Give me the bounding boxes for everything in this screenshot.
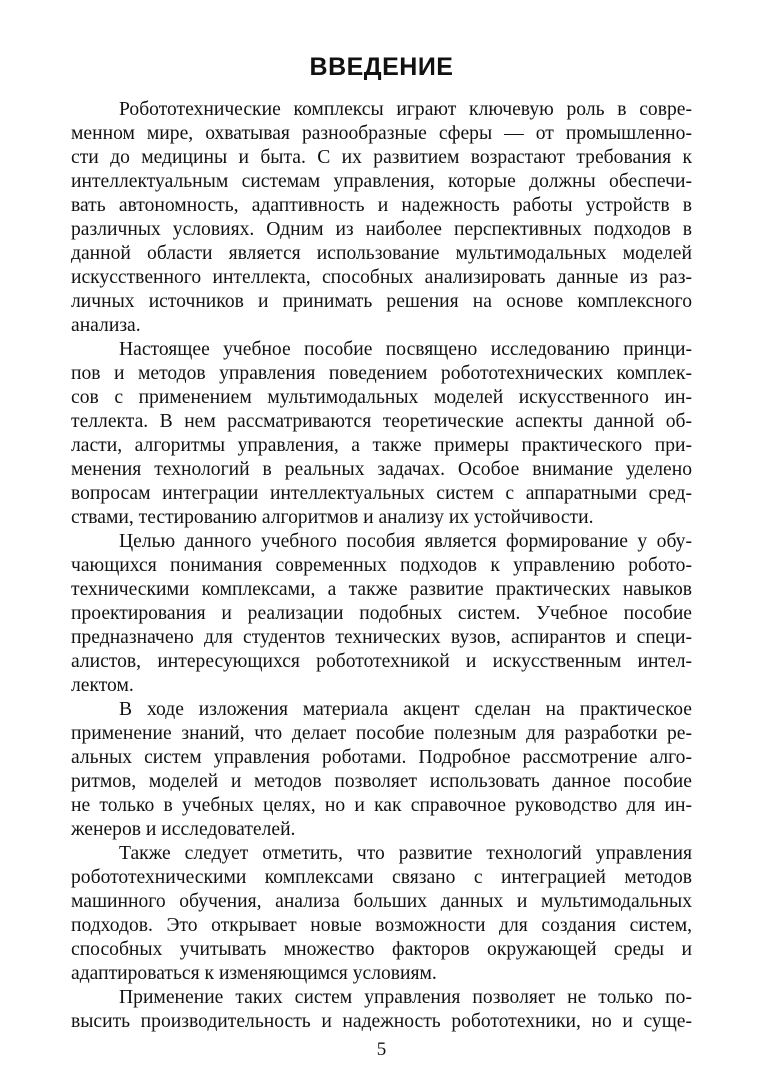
paragraph-line: данной области является использование мультимодальных моделей xyxy=(71,243,692,264)
paragraph-line: алистов, интересующихся робототехникой и искусственным интел- xyxy=(71,651,692,672)
paragraph-line: пов и методов управления поведением робототехнических комплек- xyxy=(71,363,692,384)
paragraph-line: робототехническими комплексами связано с интеграцией методов xyxy=(71,867,692,888)
paragraph-line: интеллектуальным системам управления, которые должны обеспечи- xyxy=(71,171,692,192)
paragraph-line: теллекта. В нем рассматриваются теоретические аспекты данной об- xyxy=(71,411,692,432)
paragraph-line: личных источников и принимать решения на основе комплексного xyxy=(71,291,692,312)
paragraph-line: женеров и исследователей. xyxy=(71,819,296,840)
paragraph-line: ствами, тестированию алгоритмов и анализу их устойчивости. xyxy=(71,507,594,528)
page-title: ВВЕДЕНИЕ xyxy=(309,53,454,81)
paragraph-line: проектирования и реализации подобных систем. Учебное пособие xyxy=(71,603,692,624)
paragraph-first-line: Робототехнические комплексы играют ключевую роль в совре- xyxy=(119,99,692,120)
paragraph-line: вопросам интеграции интеллектуальных систем с аппаратными сред- xyxy=(71,483,692,504)
paragraph-first-line: Настоящее учебное пособие посвящено исследованию принци- xyxy=(119,339,692,360)
paragraph-line: подходов. Это открывает новые возможности для создания систем, xyxy=(71,915,692,936)
paragraph-line: альных систем управления роботами. Подробное рассмотрение алго- xyxy=(71,747,692,768)
paragraph-line: применение знаний, что делает пособие полезным для разработки ре- xyxy=(71,723,692,744)
paragraph-line: анализа. xyxy=(71,315,141,336)
paragraph-line: чающихся понимания современных подходов к управлению робото- xyxy=(71,555,692,576)
paragraph-line: машинного обучения, анализа больших данных и мультимодальных xyxy=(71,891,692,912)
paragraph-line: способных учитывать множество факторов окружающей среды и xyxy=(71,939,692,960)
paragraph-line: ласти, алгоритмы управления, а также примеры практического при- xyxy=(71,435,692,456)
paragraph-first-line: В ходе изложения материала акцент сделан на практическое xyxy=(119,699,692,720)
paragraph-line: ритмов, моделей и методов позволяет использовать данное пособие xyxy=(71,771,692,792)
paragraph-line: искусственного интеллекта, способных анализировать данные из раз- xyxy=(71,267,692,288)
paragraph-line: предназначено для студентов технических вузов, аспирантов и специ- xyxy=(71,627,692,648)
paragraph-line: сти до медицины и быта. С их развитием возрастают требования к xyxy=(71,147,692,168)
paragraph-line: не только в учебных целях, но и как справочное руководство для ин- xyxy=(71,795,692,816)
paragraph-line: техническими комплексами, а также развитие практических навыков xyxy=(71,579,692,600)
paragraph-line: сов с применением мультимодальных моделей искусственного ин- xyxy=(71,387,692,408)
page-number: 5 xyxy=(376,1039,387,1060)
paragraph-line: лектом. xyxy=(71,675,134,696)
paragraph-line: различных условиях. Одним из наиболее перспективных подходов в xyxy=(71,219,692,240)
paragraph-first-line: Применение таких систем управления позволяет не только по- xyxy=(119,987,692,1008)
paragraph-line: адаптироваться к изменяющимся условиям. xyxy=(71,963,437,984)
paragraph-first-line: Также следует отметить, что развитие технологий управления xyxy=(119,843,692,864)
paragraph-line: менения технологий в реальных задачах. Особое внимание уделено xyxy=(71,459,692,480)
paragraph-line: высить производительность и надежность робототехники, но и суще- xyxy=(71,1011,692,1032)
paragraph-line: менном мире, охватывая разнообразные сферы — от промышленно- xyxy=(71,123,692,144)
paragraph-line: вать автономность, адаптивность и надежность работы устройств в xyxy=(71,195,692,216)
paragraph-first-line: Целью данного учебного пособия является формирование у обу- xyxy=(119,531,692,552)
